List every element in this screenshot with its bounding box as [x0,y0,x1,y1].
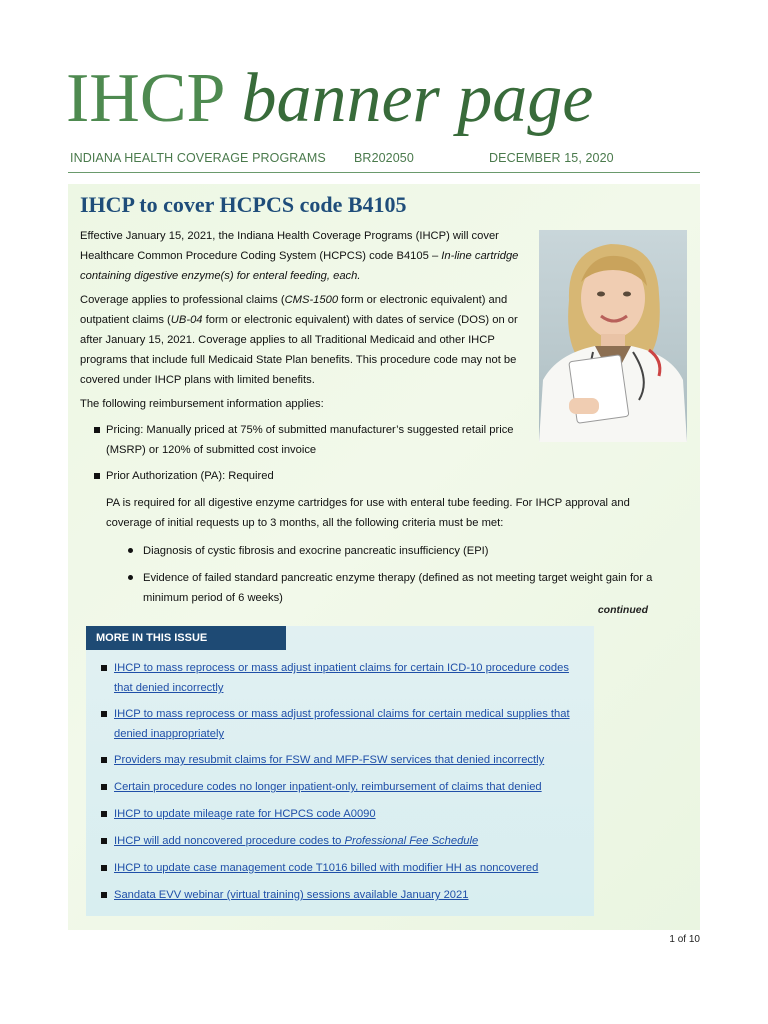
issue-link-6[interactable]: IHCP will add noncovered procedure codes to Professional Fee Schedule [114,835,479,847]
continued-label: continued [597,604,648,616]
masthead-banner-page: banner page [241,60,594,137]
p1 [80,226,518,286]
dot-bullet-icon [128,575,133,580]
doctor-illustration [539,230,687,442]
article-headline: IHCP to cover HCPCS code B4105 [80,192,407,217]
square-bullet-icon [101,784,107,790]
p1-line-3 [80,266,518,286]
square-bullet-icon [101,892,107,898]
square-bullet-icon [101,838,107,844]
pa-paragraph: PA is required for all digestive enzyme cartridges for use with enteral tube feeding. For IHCP approval and coverage of initial requests up to 3 months, all the following criteria must be met: [106,497,630,529]
more-in-this-issue-box [86,626,594,916]
issue-link-4[interactable]: Certain procedure codes no longer inpatient-only, reimbursement of claims that denied [114,781,542,793]
masthead-ihcp: IHCP [66,60,226,137]
p2-line-1: Coverage applies to professional claims (CMS-1500 form or electronic equivalent) and [80,294,508,306]
p1-em-1: In-line cartridge [441,250,519,262]
p2-line-3: after January 15, 2021. Coverage applies to all Traditional Medicaid and other IHCP [80,334,495,346]
square-bullet-icon [101,711,107,717]
page-number: 1 of 10 [669,934,700,945]
square-bullet-icon [94,473,100,479]
p1-line-2: Healthcare Common Procedure Coding System (HCPCS) code B4105 – In-line cartridge [80,250,519,262]
more-in-this-issue-heading: MORE IN THIS ISSUE [86,626,286,650]
issue-link-5[interactable]: IHCP to update mileage rate for HCPCS code A0090 [114,808,376,820]
p1-em-2: containing digestive enzyme(s) for enteral feeding, each. [80,270,361,282]
article-panel [68,184,700,930]
p2-line-4: programs that include full Medicaid State Plan benefits. This procedure code may not be [80,354,517,366]
doctor-photo [539,230,687,442]
p3: The following reimbursement information applies: [80,398,324,410]
square-bullet-icon [101,811,107,817]
criteria-2: Evidence of failed standard pancreatic enzyme therapy (defined as not meeting target weight gain for a minimum period of 6 weeks) [143,572,653,604]
bullet-pricing: Pricing: Manually priced at 75% of submitted manufacturer’s suggested retail price (MSRP) or 120% of submitted cost invoice [106,424,514,456]
square-bullet-icon [101,665,107,671]
meta-org: INDIANA HEALTH COVERAGE PROGRAMS [70,151,326,165]
meta-code: BR202050 [354,151,414,165]
issue-link-7[interactable]: IHCP to update case management code T1016 billed with modifier HH as noncovered [114,862,539,874]
masthead [66,60,594,137]
square-bullet-icon [101,865,107,871]
issue-link-3[interactable]: Providers may resubmit claims for FSW and MFP-FSW services that denied incorrectly [114,754,545,766]
p2-line-2: outpatient claims (UB-04 form or electronic equivalent) with dates of service (DOS) on or [80,314,518,326]
square-bullet-icon [94,427,100,433]
issue-link-8[interactable]: Sandata EVV webinar (virtual training) sessions available January 2021 [114,889,469,901]
meta-date: DECEMBER 15, 2020 [489,151,614,165]
criteria-1: Diagnosis of cystic fibrosis and exocrine pancreatic insufficiency (EPI) [143,545,489,557]
bullet-prior-auth: Prior Authorization (PA): Required [106,470,274,482]
square-bullet-icon [101,757,107,763]
p1-line-1: Effective January 15, 2021, the Indiana Health Coverage Programs (IHCP) will cover [80,230,499,242]
header-rule [68,172,700,173]
issue-link-1[interactable]: IHCP to mass reprocess or mass adjust inpatient claims for certain ICD-10 procedure codes that denied incorrectly [114,662,569,694]
dot-bullet-icon [128,548,133,553]
issue-link-2[interactable]: IHCP to mass reprocess or mass adjust professional claims for certain medical supplies that denied inappropriately [114,708,570,740]
p2 [80,290,518,390]
p2-line-5: covered under IHCP plans with limited benefits. [80,374,315,386]
